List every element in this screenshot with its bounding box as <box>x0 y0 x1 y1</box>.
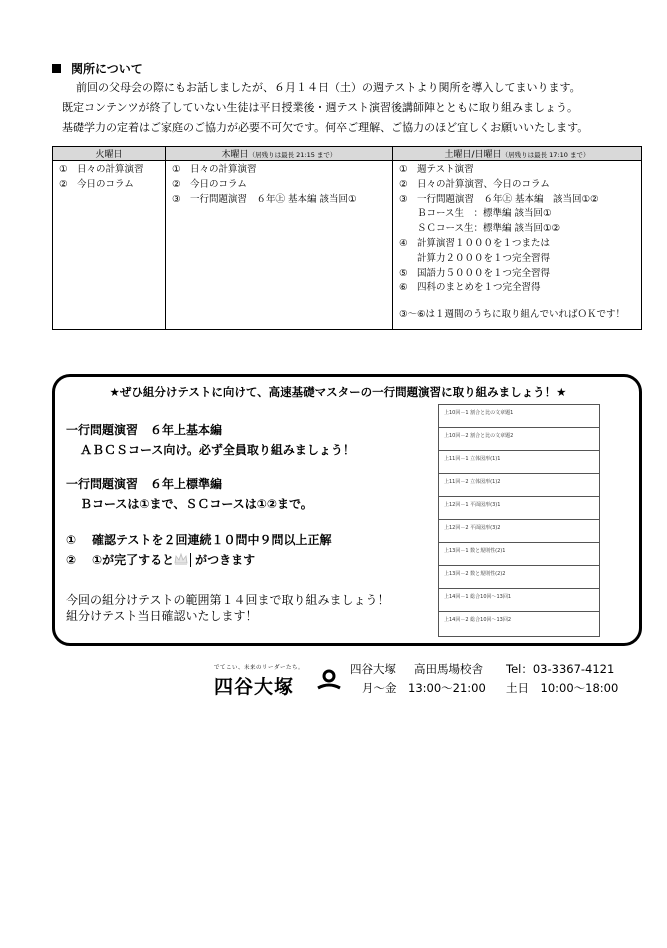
list-item: 上14回－1 総合10回～13回1 <box>439 589 599 612</box>
section-heading <box>52 60 143 77</box>
range-note: 今回の組分けテストの範囲第１４回まで取り組みましょう！ <box>66 593 390 607</box>
weekend-hours: 土日 10:00～18:00 <box>506 681 619 695</box>
list-item: 上10回－2 割合と比の文章題2 <box>439 428 599 451</box>
confirm-note: 組分けテスト当日確認いたします！ <box>66 609 258 623</box>
list-item: 上13回－2 数と規則性(2)2 <box>439 566 599 589</box>
list-item: 計算力２０００を１つ完全習得 <box>417 252 551 264</box>
school-branch: 高田馬場校舎 <box>414 662 483 676</box>
list-item: 上14回－2 総合10回～13回2 <box>444 617 512 623</box>
crown-icon <box>174 552 188 566</box>
list-item: 上13回－1 数と規則性(2)1 <box>439 543 599 566</box>
intro-line-1: 前回の父母会の際にもお話しましたが、６月１４日（土）の週テストより関所を導入してまいります。 <box>76 81 581 94</box>
weekend-note: ③～⑥は１週間のうちに取り組んでいればＯＫです！ <box>399 309 626 321</box>
list-item: ② 日々の計算演習、今日のコラム <box>399 178 550 190</box>
intro-line-3: 基礎学力の定着はご家庭のご協力が必要不可欠です。何卒ご理解、ご協力のほど宜しくお願いいたします。 <box>62 121 589 134</box>
header-thursday: 木曜日（居残りは最長 21:15 まで） <box>166 147 393 161</box>
list-item: ⑥ 四科のまとめを１つ完全習得 <box>399 282 541 294</box>
list-item: 上10回－1 割合と比の文章題1 <box>439 405 599 428</box>
tuesday-cell <box>53 161 166 330</box>
list-item: ① 日々の計算演習 <box>172 164 257 175</box>
list-item: ＳＣコース生：標準編 該当回①② <box>417 223 561 235</box>
weekday-hours: 月～金 13:00～21:00 <box>362 681 486 695</box>
list-item: 上12回－1 平面図形(3)1 <box>439 497 599 520</box>
list-item: 上11回－2 立体図形(1)2 <box>439 474 599 497</box>
list-item: ② 今日のコラム <box>59 178 134 190</box>
header-weekend: 土曜日/日曜日（居残りは最長 17:10 まで） <box>393 147 642 161</box>
tagline: でてこい、未来のリーダーたち。 <box>214 665 305 671</box>
list-item: ② 今日のコラム <box>172 178 247 190</box>
intro-line-2: 既定コンテンツが終了していない生徒は平日授業後・週テスト演習後講師陣とともに取り組みましょう。 <box>62 101 579 114</box>
list-item: 上12回－2 平面図形(3)2 <box>439 520 599 543</box>
section-title: 関所について <box>71 62 143 76</box>
step-2: ② ①が完了すると がつきます <box>66 553 256 567</box>
weekend-cell <box>393 161 642 330</box>
list-item: 上11回－1 立体図形(1)1 <box>439 451 599 474</box>
list-item: ④ 計算演習１０００を１つまたは <box>399 237 551 249</box>
square-bullet-icon <box>52 64 61 73</box>
step-1: ① 確認テストを２回連続１０問中９問以上正解 <box>66 533 332 547</box>
standard-title: 一行問題演習 ６年上標準編 <box>66 477 223 491</box>
school-brand: 四谷大塚 <box>350 662 396 676</box>
header-tuesday: 火曜日 <box>53 147 166 161</box>
thursday-cell <box>166 161 393 330</box>
list-item: ③ 一行問題演習 ６年㊤ 基本編 該当回①② <box>399 193 599 205</box>
list-item: ① 週テスト演習 <box>399 164 474 175</box>
list-item: ① 日々の計算演習 <box>59 164 144 175</box>
standard-desc: Ｂコースは①まで、ＳＣコースは①②まで。 <box>80 497 313 511</box>
list-item: ③ 一行問題演習 ６年㊤ 基本編 該当回① <box>172 193 357 205</box>
basic-title: 一行問題演習 ６年上基本編 <box>66 423 223 437</box>
list-item: Ｂコース生 ：標準編 該当回① <box>417 208 552 220</box>
phone-number: Tel：03-3367-4121 <box>506 662 615 676</box>
logo-mark-icon <box>316 668 342 694</box>
info-box-title: ★ぜひ組分けテストに向けて、高速基礎マスターの一行問題演習に取り組みましょう！★ <box>109 385 567 399</box>
basic-desc: ＡＢＣＳコース向け。必ず全員取り組みましょう！ <box>80 443 355 457</box>
unit-list <box>438 404 600 637</box>
logo-text: 四谷大塚 <box>214 676 295 698</box>
schedule-table <box>52 146 642 330</box>
list-item: ⑤ 国語力５０００を１つ完全習得 <box>399 267 551 279</box>
